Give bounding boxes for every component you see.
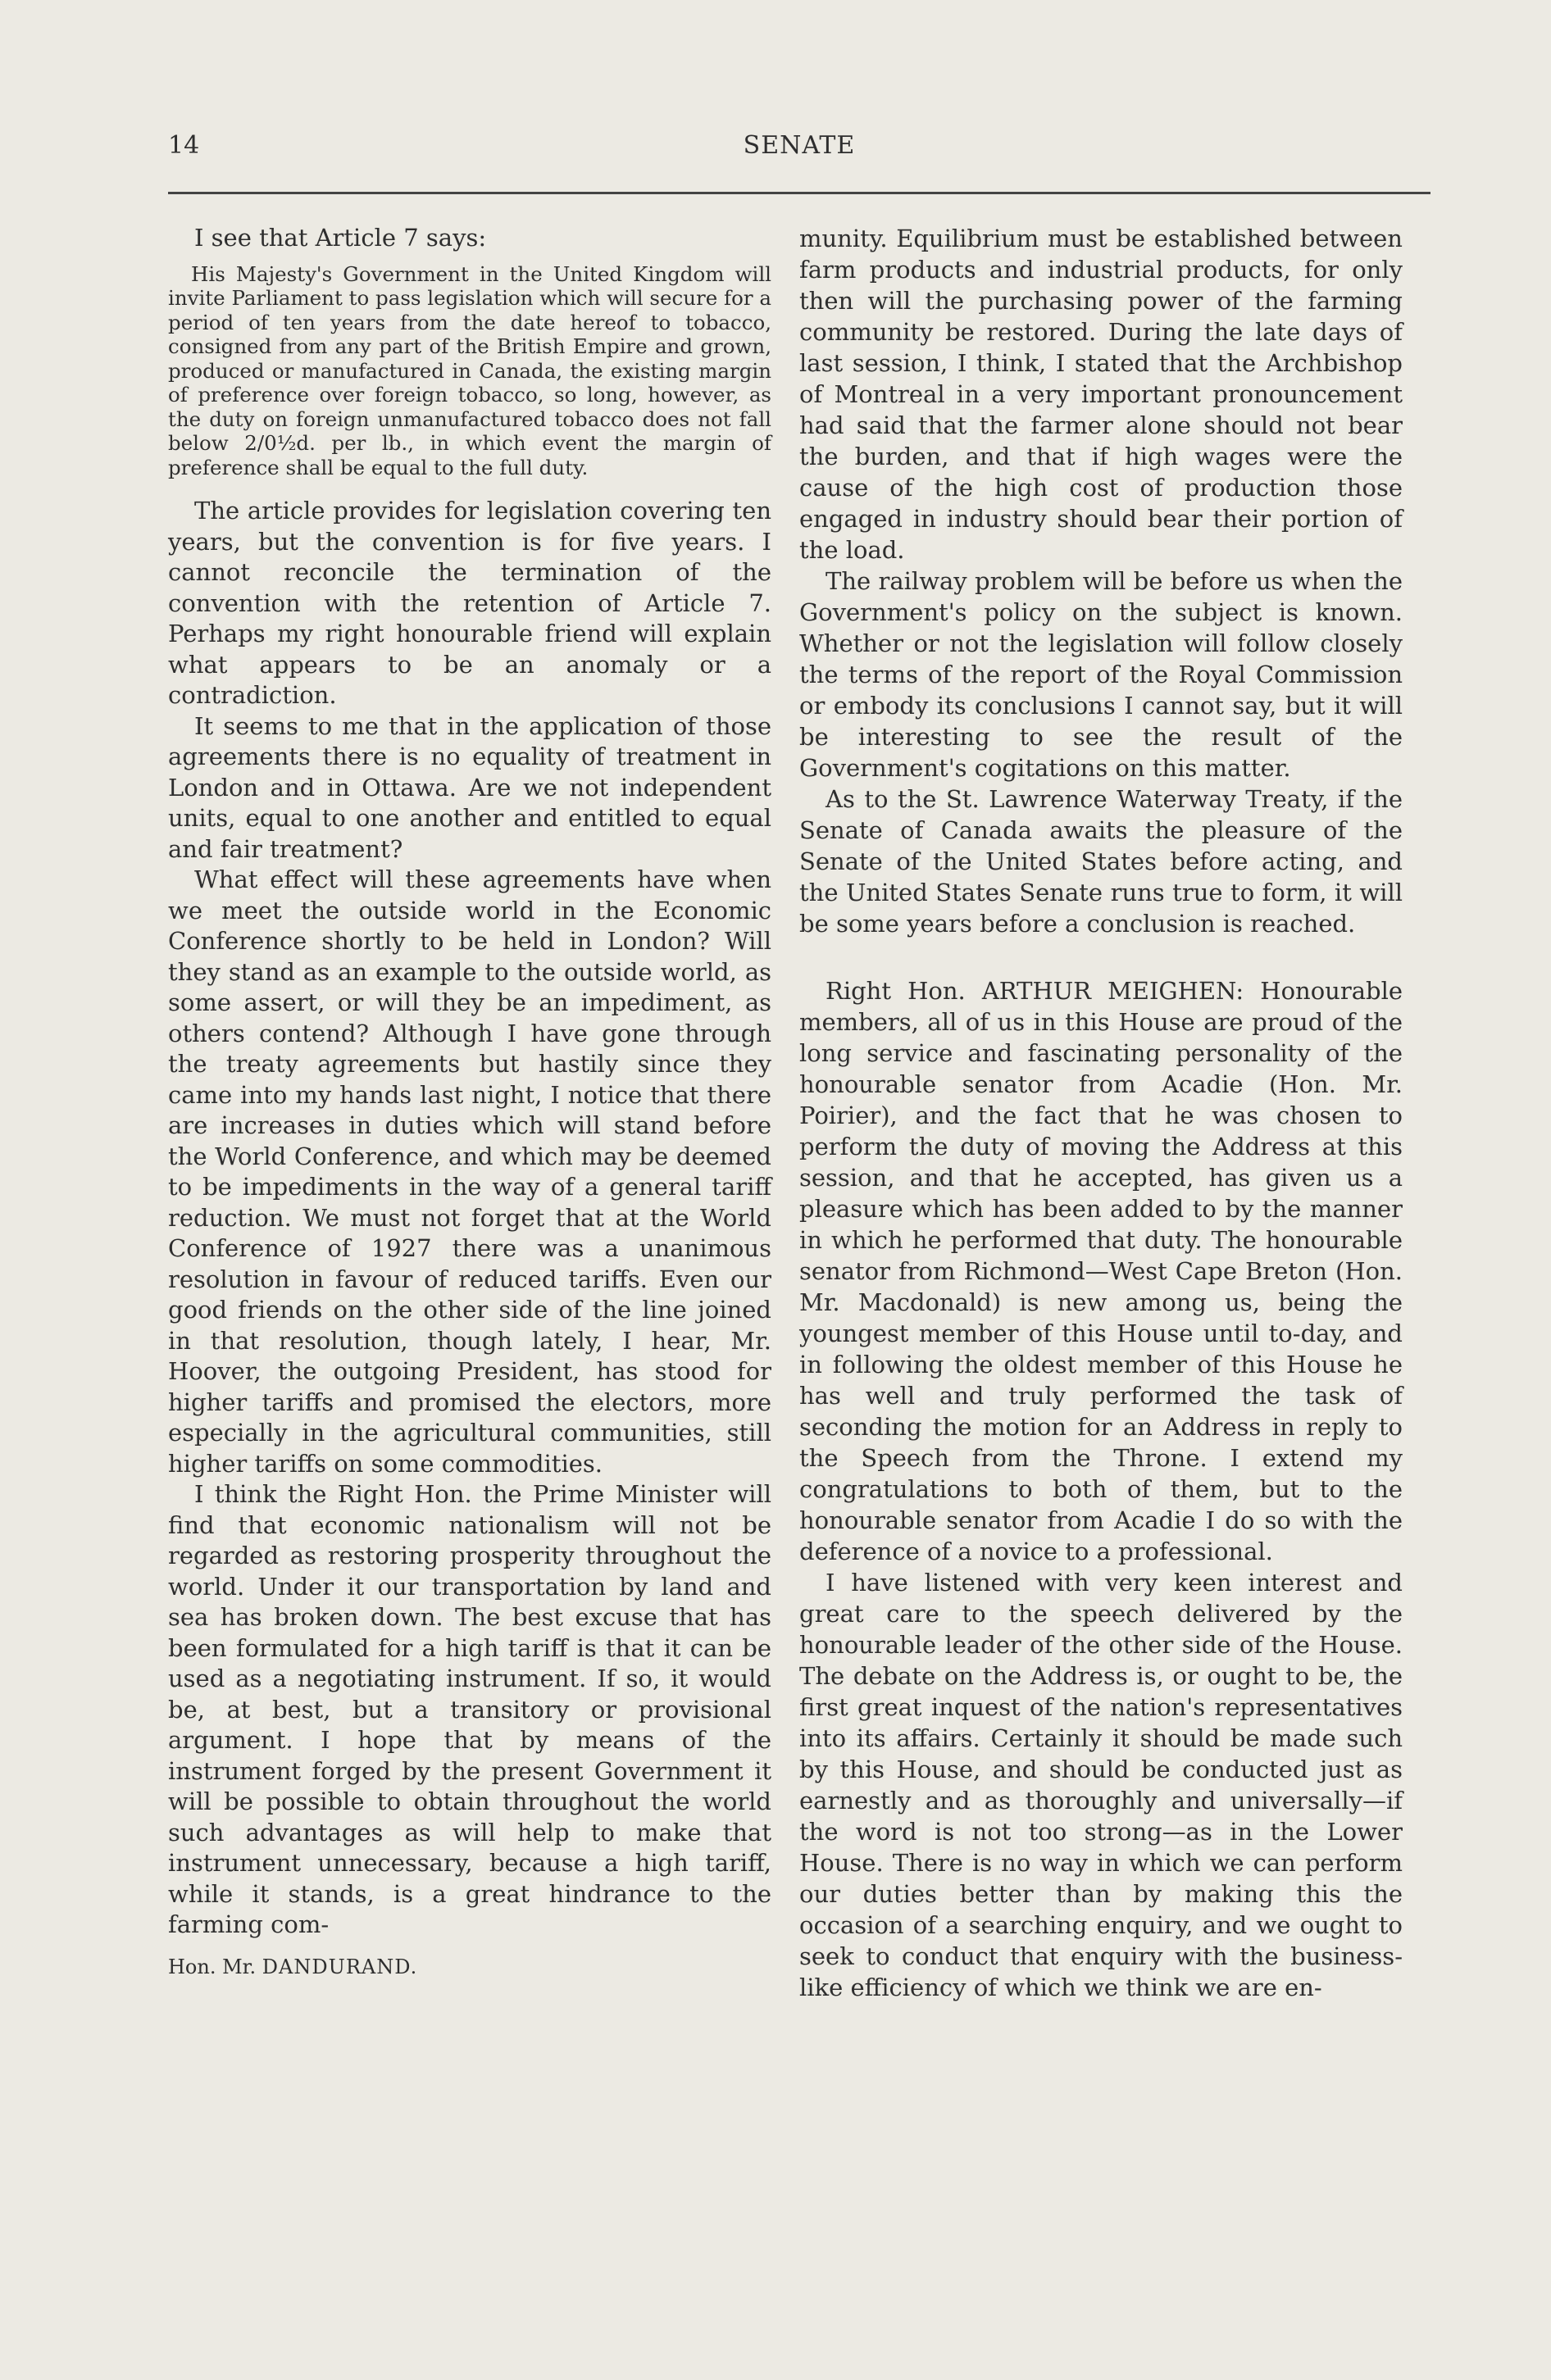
paragraph: The article provides for legislation covering ten years, but the convention is for five years. I cannot reconcile the termination of the convention with the retention of Article 7. Perhaps my right honourable friend will explain what appears to be an anomaly or a contradiction. — [168, 497, 771, 709]
paragraph: I think the Right Hon. the Prime Minister will find that economic nationalism will not be regarded as restoring prosperity throughout the world. Under it our transportation by land and sea has broken down. The best excuse that has been formulated for a high tariff is that it can be used as a negotiating instrument. If so, it would be, at best, but a transitory or provisional argument. I hope that by means of the instrument forged by the present Government it will be possible to obtain throughout the world such advantages as will help to make that instrument unnecessary, because a high tariff, while it stands, is a great hindrance to the farming com- — [168, 1480, 771, 1938]
paragraph: The railway problem will be before us when the Government's policy on the subject is known. Whether or not the legislation will follow closely the terms of the report of the Royal Commission or embody its conclusions I cannot say, but it will be interesting to see the result of the Government's cogitations on this matter. — [799, 567, 1403, 782]
header-rule — [168, 192, 1430, 194]
paragraph: As to the St. Lawrence Waterway Treaty, if the Senate of Canada awaits the pleasure of the Senate of the United States before acting, and the United States Senate runs true to form, it will be some years before a conclusion is reached. — [799, 785, 1403, 938]
right-column — [799, 223, 1403, 2003]
speaker-footer — [168, 1952, 771, 1983]
left-column — [168, 223, 771, 1983]
running-head — [168, 131, 1430, 170]
speaker-name: Right Hon. ARTHUR MEIGHEN: — [826, 977, 1244, 1005]
paragraph: What effect will these agreements have when we meet the outside world in the Economic Conference shortly to be held in London? Will they stand as an example to the outside world, as some assert, or will they be an impediment, as others contend? Although I have gone through the treaty agreements but hastily since they came into my hands last night, I notice that there are increases in duties which will stand before the World Conference, and which may be deemed to be impediments in the way of a general tariff reduction. We must not forget that at the World Conference of 1927 there was a unanimous resolution in favour of reduced tariffs. Even our good friends on the other side of the line joined in that resolution, though lately, I hear, Mr. Hoover, the outgoing President, has stood for higher tariffs and promised the electors, more especially in the agricultural communities, still higher tariffs on some commodities. — [168, 865, 771, 1478]
paragraph: I see that Article 7 says: — [194, 224, 487, 252]
speech-opening — [799, 975, 1403, 1567]
running-title: SENATE — [743, 131, 856, 160]
speaker-footer-name: DANDURAND. — [262, 1955, 418, 1978]
speech-text: Honourable members, all of us in this House are proud of the long service and fascinating personality of the honourable senator from Acadie (Hon. Mr. Poirier), and the fact that he was chosen to perform the duty of moving the Address at this session, and that he accepted, has given us a pleasure which has been added to by the manner in which he performed that duty. The honourable senator from Richmond—West Cape Breton (Hon. Mr. Macdonald) is new among us, being the youngest member of this House until to-day, and in following the oldest member of this House he has well and truly performed the task of seconding the motion for an Address in reply to the Speech from the Throne. I extend my congratulations to both of them, but to the honourable senator from Acadie I do so with the deference of a novice to a professional. — [799, 977, 1403, 1565]
paragraph: I have listened with very keen interest and great care to the speech delivered by the honourable leader of the other side of the House. The debate on the Address is, or ought to be, the first great inquest of the nation's representatives into its affairs. Certainly it should be made such by this House, and should be conducted just as earnestly and as thoroughly and universally—if the word is not too strong—as in the Lower House. There is no way in which we can perform our duties better than by making this the occasion of a searching enquiry, and we ought to seek to conduct that enquiry with the business-like efficiency of which we think we are en- — [799, 1569, 1403, 2001]
quoted-article: His Majesty's Government in the United Kingdom will invite Parliament to pass legislation which will secure for a period of ten years from the date hereof to tobacco, consigned from any part of the British Empire and grown, produced or manufactured in Canada, the existing margin of preference over foreign tobacco, so long, however, as the duty on foreign unmanufactured tobacco does not fall below 2/0½d. per lb., in which event the margin of preference shall be equal to the full duty. — [168, 261, 771, 479]
paragraph: munity. Equilibrium must be established between farm products and industrial products, for only then will the purchasing power of the farming community be restored. During the late days of last session, I think, I stated that the Archbishop of Montreal in a very important pronouncement had said that the farmer alone should not bear the burden, and that if high wages were the cause of the high cost of production those engaged in industry should bear their portion of the load. — [799, 225, 1403, 564]
speaker-footer-prefix: Hon. Mr. — [168, 1955, 257, 1978]
page-number: 14 — [168, 131, 200, 160]
paragraph: It seems to me that in the application of those agreements there is no equality of treatment in London and in Ottawa. Are we not independent units, equal to one another and entitled to equal and fair treatment? — [168, 711, 771, 863]
